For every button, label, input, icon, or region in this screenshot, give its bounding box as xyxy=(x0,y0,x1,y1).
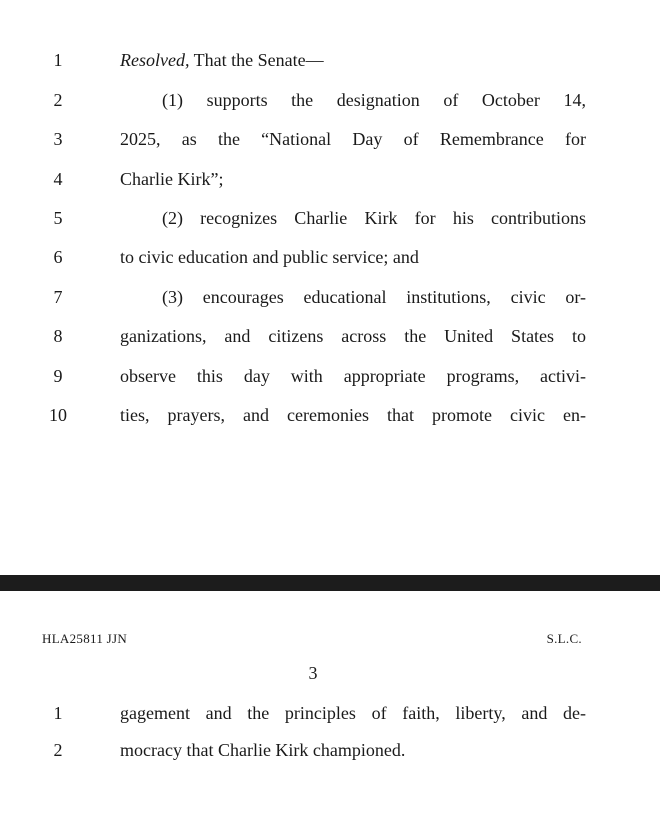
document-page-3 xyxy=(0,591,660,825)
line-number: 2 xyxy=(53,740,63,760)
line-number: 10 xyxy=(49,405,67,425)
line-number: 2 xyxy=(53,90,63,110)
line-text: to civic education and public service; and xyxy=(120,247,419,267)
text-line xyxy=(0,361,660,391)
line-number: 3 xyxy=(53,129,63,149)
line-text: (2) recognizes Charlie Kirk for his contributions xyxy=(162,208,586,228)
text-line xyxy=(0,400,660,430)
line-number: 9 xyxy=(53,366,63,386)
text-line xyxy=(0,85,660,115)
line-text-rest: That the Senate— xyxy=(189,50,324,70)
line-text: Charlie Kirk”; xyxy=(120,169,224,189)
text-line xyxy=(0,203,660,233)
line-text: mocracy that Charlie Kirk championed. xyxy=(120,740,406,760)
line-number: 6 xyxy=(53,247,63,267)
text-line xyxy=(0,164,660,194)
line-number: 7 xyxy=(53,287,63,307)
line-number: 1 xyxy=(53,703,63,723)
text-line xyxy=(0,242,660,272)
text-line xyxy=(0,698,660,728)
page-break-divider xyxy=(0,575,660,591)
slc-label: S.L.C. xyxy=(546,631,582,646)
text-line xyxy=(0,321,660,351)
line-text xyxy=(120,45,586,75)
line-text: gagement and the principles of faith, liberty, and de- xyxy=(120,703,586,723)
line-number: 4 xyxy=(53,169,63,189)
line-text: ties, prayers, and ceremonies that promote civic en- xyxy=(120,405,586,425)
text-line xyxy=(0,124,660,154)
line-text: (1) supports the designation of October 14, xyxy=(162,90,586,110)
line-text: ganizations, and citizens across the United States to xyxy=(120,326,586,346)
page-number: 3 xyxy=(308,663,318,683)
text-line xyxy=(0,282,660,312)
document-id: HLA25811 JJN xyxy=(42,631,128,646)
line-number: 1 xyxy=(53,50,63,70)
resolved-word: Resolved, xyxy=(120,50,190,70)
line-number: 5 xyxy=(53,208,63,228)
line-text: (3) encourages educational institutions, civic or- xyxy=(162,287,586,307)
line-number: 8 xyxy=(53,326,63,346)
text-line xyxy=(0,45,660,75)
text-line xyxy=(0,735,660,765)
line-text: 2025, as the “National Day of Remembrance for xyxy=(120,129,586,149)
line-text: observe this day with appropriate programs, activi- xyxy=(120,366,586,386)
